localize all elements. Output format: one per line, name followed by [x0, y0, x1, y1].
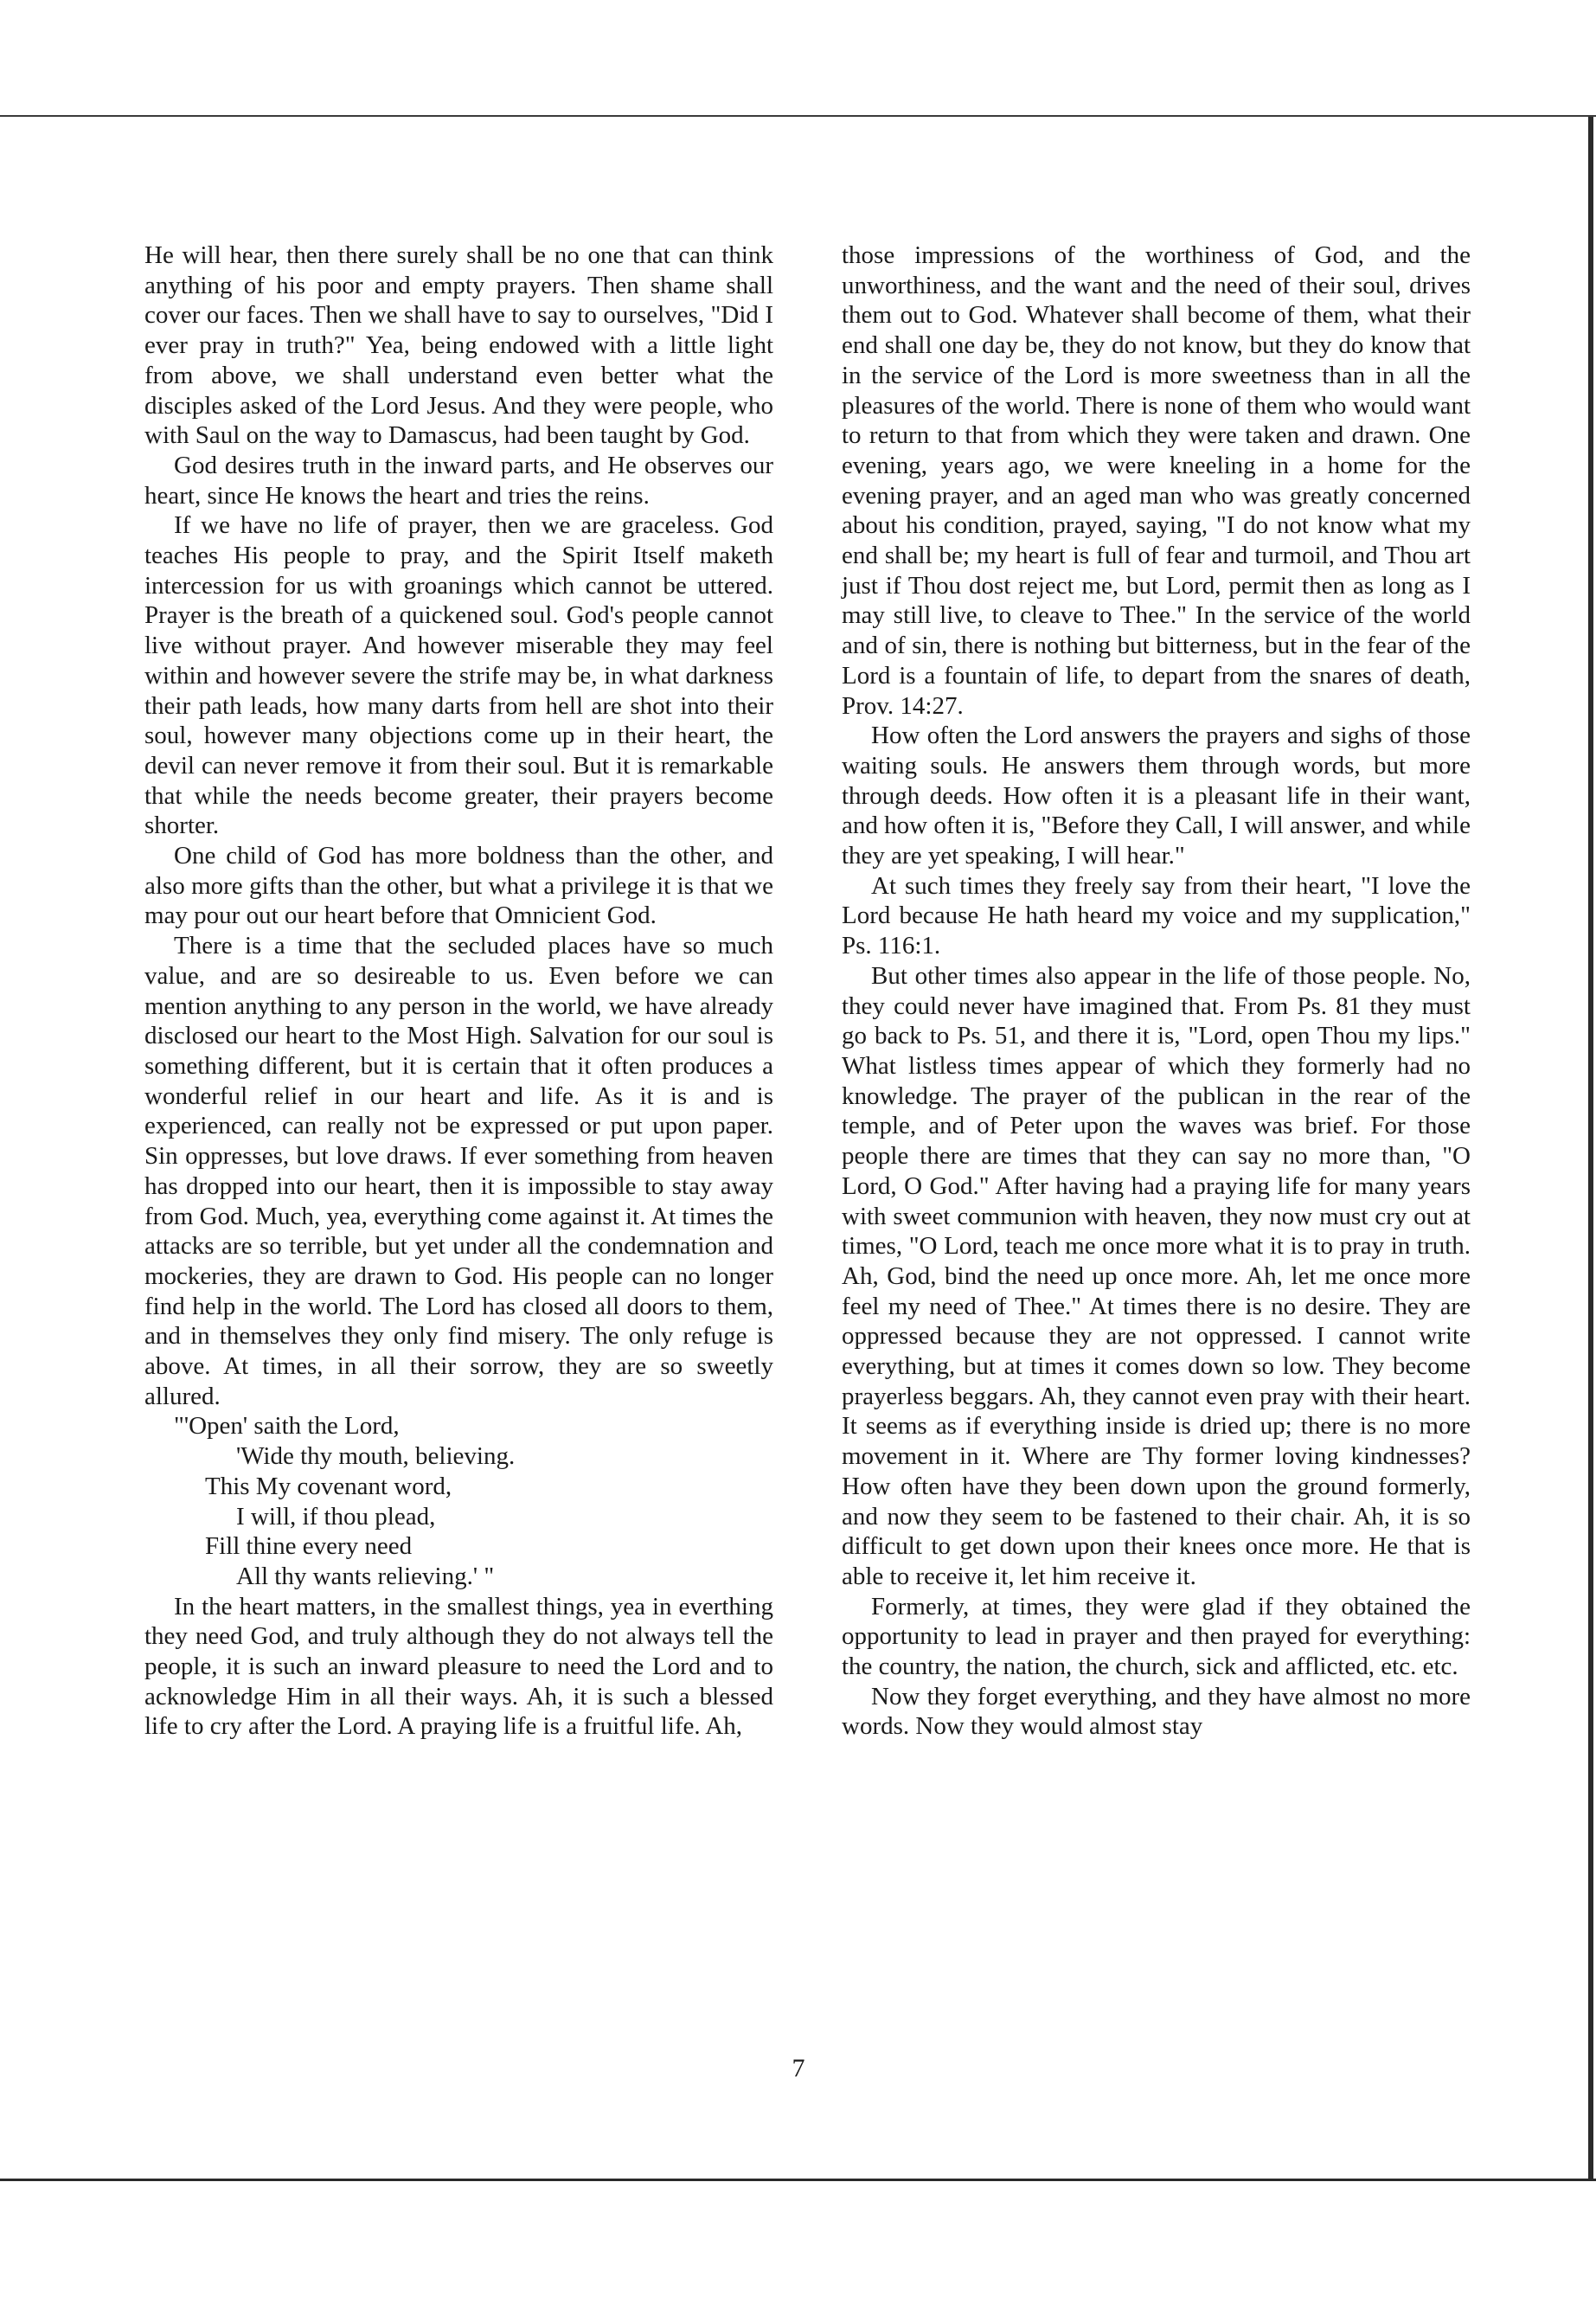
poem-line: Fill thine every need: [205, 1532, 413, 1561]
paragraph: If we have no life of prayer, then we are graceless. God teaches His people to pray, and the Spirit Itself maketh intercession for us with groanings which cannot be uttered. Prayer is the breath of a quickened soul. God's people cannot live without prayer. And however miserable they may feel within and however severe the strife may be, in what darkness their path leads, how many darts from hell are shot into their soul, however many objections come up in their heart, the devil can never remove it from their soul. But it is remarkable that while the needs become greater, their prayers become shorter.: [144, 511, 773, 840]
paragraph: He will hear, then there surely shall be no one that can think anything of his poor and empty prayers. Then shame shall cover our faces. Then we shall have to say to ourselves, "Did I ever pray in truth?" Yea, being endowed with a little light from above, we shall understand even better what the disciples asked of the Lord Jesus. And they were people, who with Saul on the way to Damascus, had been taught by God.: [144, 241, 773, 450]
paragraph: Formerly, at times, they were glad if they obtained the opportunity to lead in prayer and then prayed for everything: the country, the nation, the church, sick and afflicted, etc. etc.: [842, 1592, 1471, 1681]
paragraph: There is a time that the secluded places have so much value, and are so desireable to us. Even before we can mention anything to any person in the world, we have already disclosed our heart to the Most High. Salvation for our soul is something different, but it is certain that it often produces a wonderful relief in our heart and life. As it is and is experienced, can really not be expressed or put upon paper. Sin oppresses, but love draws. If ever something from heaven has dropped into our heart, then it is impossible to stay away from God. Much, yea, everything come against it. At times the attacks are so terrible, but yet under all the condemnation and mockeries, they are drawn to God. His people can no longer find help in the world. The Lord has closed all doors to them, and in themselves they only find misery. The only refuge is above. At times, in all their sorrow, they are so sweetly allured.: [144, 932, 773, 1410]
paragraph: One child of God has more boldness than the other, and also more gifts than the other, but what a privilege it is that we may pour out our heart before that Omnicient God.: [144, 842, 773, 930]
poem-line: 'Wide thy mouth, believing.: [236, 1442, 516, 1471]
poem-line: I will, if thou plead,: [236, 1502, 436, 1531]
poem-line: This My covenant word,: [205, 1472, 452, 1500]
left-column: [144, 241, 773, 1742]
paragraph: But other times also appear in the life of those people. No, they could never have imagined that. From Ps. 81 they must go back to Ps. 51, and there it is, "Lord, open Thou my lips." What listless times appear of which they formerly had no knowledge. The prayer of the publican in the rear of the temple, and of Peter upon the waves was brief. For those people there are times that they can say no more than, "O Lord, O God." After having had a praying life for many years with sweet communion with heaven, they now must cry out at times, "O Lord, teach me once more what it is to pray in truth. Ah, God, bind the need up once more. Ah, let me once more feel my need of Thee." At times there is no desire. They are oppressed because they are not oppressed. I cannot write everything, but at times it comes down so low. They become prayerless beggars. Ah, they cannot even pray with their heart. It seems as if everything inside is dried up; there is no more movement in it. Where are Thy former loving kindnesses? How often have they been down upon the ground formerly, and now they seem to be fastened to their chair. Ah, it is so difficult to get down upon their knees once more. He that is able to receive it, let him receive it.: [842, 961, 1471, 1590]
paragraph: God desires truth in the inward parts, and He observes our heart, since He knows the heart and tries the reins.: [144, 451, 773, 510]
poem-line: All thy wants relieving.' ": [236, 1562, 495, 1590]
paragraph: those impressions of the worthiness of God, and the unworthiness, and the want and the need of their soul, drives them out to God. Whatever shall become of them, what their end shall one day be, they do not know, but they do know that in the service of the Lord is more sweetness than in all the pleasures of the world. There is none of them who would want to return to that from which they were taken and drawn. One evening, years ago, we were kneeling in a home for the evening prayer, and an aged man who was greatly concerned about his condition, prayed, saying, "I do not know what my end shall be; my heart is full of fear and turmoil, and Thou art just if Thou dost reject me, but Lord, permit then as long as I may still live, to cleave to Thee." In the service of the world and of sin, there is nothing but bitterness, but in the fear of the Lord is a fountain of life, to depart from the snares of death, Prov. 14:27.: [842, 241, 1471, 720]
right-column: [842, 241, 1471, 1742]
paragraph: In the heart matters, in the smallest things, yea in everthing they need God, and truly although they do not always tell the people, it is such an inward pleasure to need the Lord and to acknowledge Him in all their ways. Ah, it is such a blessed life to cry after the Lord. A praying life is a fruitful life. Ah,: [144, 1592, 773, 1741]
paragraph: At such times they freely say from their heart, "I love the Lord because He hath heard my voice and my supplication," Ps. 116:1.: [842, 871, 1471, 960]
page-number: 7: [792, 2054, 805, 2083]
poem-line: "'Open' saith the Lord,: [174, 1412, 400, 1441]
paragraph: How often the Lord answers the prayers and sighs of those waiting souls. He answers them through words, but more through deeds. How often it is a pleasant life in their want, and how often it is, "Before they Call, I will answer, and while they are yet speaking, I will hear.": [842, 722, 1471, 870]
paragraph: Now they forget everything, and they have almost no more words. Now they would almost stay: [842, 1682, 1471, 1741]
poem-quotation: [144, 1411, 773, 1591]
